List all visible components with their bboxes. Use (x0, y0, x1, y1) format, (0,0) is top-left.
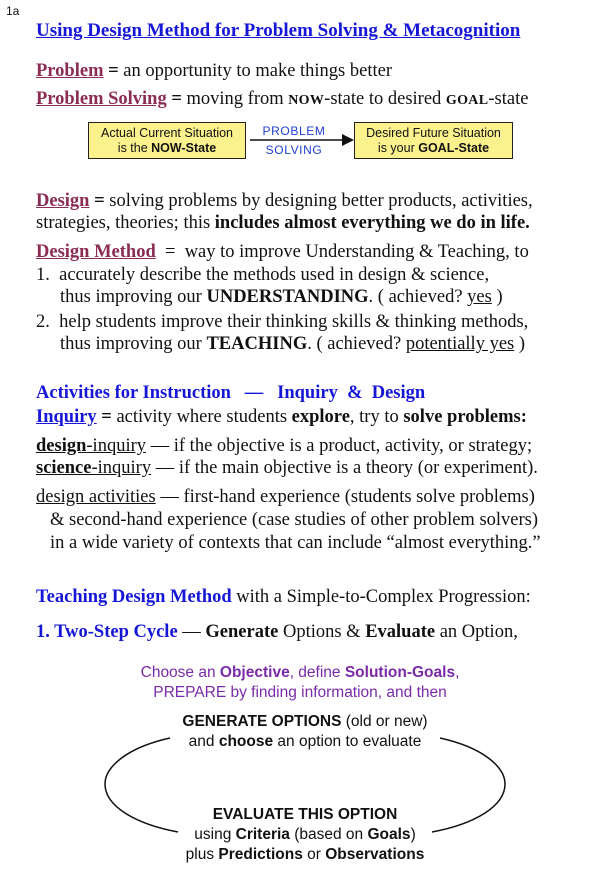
two-step-cycle-heading: 1. Two-Step Cycle — Generate Options & Evaluate an Option, (36, 622, 518, 642)
goal-state-box (354, 122, 513, 159)
arrow-label-top: PROBLEM (262, 124, 326, 138)
arrow-label-bottom: SOLVING (265, 143, 323, 157)
design-eq: = (94, 191, 105, 211)
problem-definition (36, 60, 392, 82)
design-method-eq: = (165, 242, 176, 262)
cycle-prepare-line1: Choose an Objective, define Solution-Goals, (140, 664, 460, 681)
inquiry-definition: Inquiry = activity where students explore, try to solve problems: (36, 407, 527, 427)
design-term: Design (36, 191, 90, 211)
page-label: 1a (6, 4, 20, 18)
cycle-generate-line1: GENERATE OPTIONS (old or new) (182, 713, 428, 730)
design-def-line1: solving problems by designing better products, activities, (109, 191, 533, 211)
arrow-right-icon (246, 132, 356, 148)
design-method-def: way to improve Understanding & Teaching, to (184, 242, 529, 262)
problem-solving-eq: = (171, 89, 182, 109)
design-definition-line1 (36, 190, 533, 212)
design-activities-line2: & second-hand experience (case studies of other problem solvers) (50, 510, 539, 530)
design-definition-line2: strategies, theories; this includes almost everything we do in life. (36, 213, 530, 233)
ps-now: NOW (288, 93, 325, 108)
design-method-definition (36, 241, 529, 263)
design-method-term: Design Method (36, 242, 156, 262)
activities-heading: Activities for Instruction — Inquiry & Design (36, 383, 426, 403)
ps-def-b: -state to desired (324, 89, 446, 109)
design-activities-line1: design activities — first-hand experience (students solve problems) (36, 487, 535, 507)
teaching-heading: Teaching Design Method with a Simple-to-Complex Progression: (36, 587, 531, 607)
problem-solving-term: Problem Solving (36, 89, 167, 109)
now-box-line2: is the NOW-State (117, 141, 217, 155)
cycle-prepare-line2: PREPARE by finding information, and then (153, 684, 447, 701)
cycle-evaluate-line2: using Criteria (based on Goals) (194, 826, 416, 843)
problem-eq: = (108, 61, 119, 81)
problem-solving-definition (36, 88, 528, 112)
design-activities-line3: in a wide variety of contexts that can include “almost everything.” (50, 533, 541, 553)
ps-def-a: moving from (186, 89, 289, 109)
cycle-evaluate-line1: EVALUATE THIS OPTION (212, 806, 398, 823)
now-box-line1: Actual Current Situation (100, 126, 233, 140)
page-title: Using Design Method for Problem Solving & Metacognition (36, 20, 521, 41)
cycle-evaluate-line3: plus Predictions or Observations (185, 846, 425, 863)
science-inquiry-line: science-inquiry — if the main objective is a theory (or experiment). (36, 458, 538, 478)
now-state-box (88, 122, 246, 159)
design-method-item-2-line2: thus improving our TEACHING. ( achieved? potentially yes ) (60, 334, 526, 354)
design-method-item-1-line1: 1. accurately describe the methods used in design & science, (36, 265, 490, 285)
goal-box-line2: is your GOAL-State (377, 141, 490, 155)
design-inquiry-line: design-inquiry — if the objective is a product, activity, or strategy; (36, 436, 533, 456)
inquiry-term: Inquiry (36, 407, 97, 427)
cycle-generate-line2: and choose an option to evaluate (188, 733, 422, 750)
goal-box-line1: Desired Future Situation (366, 126, 501, 140)
ps-def-c: -state (488, 89, 529, 109)
problem-term: Problem (36, 61, 104, 81)
design-method-item-2-line1: 2. help students improve their thinking skills & thinking methods, (36, 312, 529, 332)
ps-goal: GOAL (445, 93, 489, 108)
problem-def: an opportunity to make things better (123, 61, 392, 81)
design-method-item-1-line2: thus improving our UNDERSTANDING. ( achieved? yes ) (60, 287, 503, 307)
